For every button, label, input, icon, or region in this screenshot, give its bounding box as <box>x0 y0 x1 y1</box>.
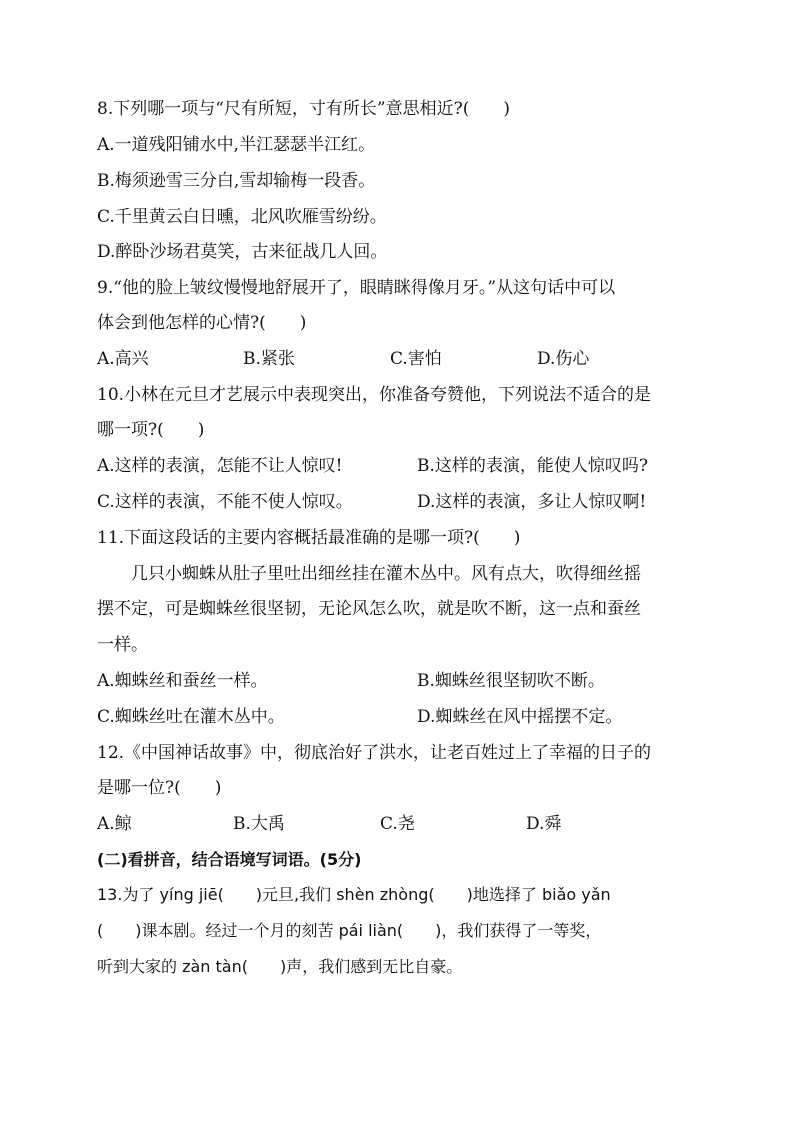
q13-line1: 13.为了 yíng jiē( )元旦,我们 shèn zhòng( )地选择了 biǎo yǎn <box>97 885 611 904</box>
q10-stem-line1: 10.小林在元旦才艺展示中表现突出，你准备夸赞他，下列说法不适合的是 <box>97 385 652 405</box>
q9-option-c: C.害怕 <box>390 349 442 369</box>
q11-option-c: C.蜘蛛丝吐在灌木丛中。 <box>97 707 285 727</box>
q8-option-c: C.千里黄云白日曛，北风吹雁雪纷纷。 <box>97 207 387 227</box>
q9-option-a: A.高兴 <box>97 349 149 369</box>
q10-option-c: C.这样的表演，不能不使人惊叹。 <box>97 492 353 512</box>
q10-option-a: A.这样的表演，怎能不让人惊叹! <box>97 456 343 476</box>
q12-option-d: D.舜 <box>526 814 562 834</box>
q10-option-d: D.这样的表演，多让人惊叹啊! <box>417 492 647 512</box>
q12-option-a: A.鲸 <box>97 814 132 834</box>
section-heading: (二)看拼音，结合语境写词语。(5分) <box>97 850 362 869</box>
q8-stem: 8.下列哪一项与“尺有所短，寸有所长”意思相近?( ) <box>97 99 510 119</box>
q11-stem: 11.下面这段话的主要内容概括最准确的是哪一项?( ) <box>97 528 521 548</box>
q13-line3: 听到大家的 zàn tàn( )声，我们感到无比自豪。 <box>97 957 463 976</box>
q11-passage-line1: 几只小蜘蛛从肚子里吐出细丝挂在灌木丛中。风有点大，吹得细丝摇 <box>131 564 641 584</box>
q11-option-b: B.蜘蛛丝很坚韧吹不断。 <box>417 671 605 691</box>
q9-stem-line2: 体会到他怎样的心情?( ) <box>97 313 307 333</box>
q11-passage-line2: 摆不定，可是蜘蛛丝很坚韧，无论风怎么吹，就是吹不断，这一点和蚕丝 <box>97 599 641 619</box>
q12-stem-line1: 12.《中国神话故事》中，彻底治好了洪水，让老百姓过上了幸福的日子的 <box>97 743 652 763</box>
q13-line2: ( )课本剧。经过一个月的刻苦 pái liàn( )，我们获得了一等奖， <box>97 921 602 940</box>
q11-option-a: A.蜘蛛丝和蚕丝一样。 <box>97 671 268 691</box>
q12-stem-line2: 是哪一位?( ) <box>97 778 222 798</box>
q8-option-b: B.梅须逊雪三分白,雪却输梅一段香。 <box>97 171 376 191</box>
q10-stem-line2: 哪一项?( ) <box>97 420 205 440</box>
q8-option-a: A.一道残阳铺水中,半江瑟瑟半江红。 <box>97 135 376 155</box>
q9-stem-line1: 9.“他的脸上皱纹慢慢地舒展开了，眼睛眯得像月牙。”从这句话中可以 <box>97 278 616 298</box>
q9-option-b: B.紧张 <box>243 349 295 369</box>
q12-option-c: C.尧 <box>380 814 415 834</box>
q8-option-d: D.醉卧沙场君莫笑，古来征战几人回。 <box>97 242 388 262</box>
q10-option-b: B.这样的表演，能使人惊叹吗? <box>417 456 649 476</box>
q11-passage-line3: 一样。 <box>97 635 148 655</box>
q11-option-d: D.蜘蛛丝在风中摇摆不定。 <box>417 707 623 727</box>
q9-option-d: D.伤心 <box>537 349 590 369</box>
q12-option-b: B.大禹 <box>233 814 285 834</box>
